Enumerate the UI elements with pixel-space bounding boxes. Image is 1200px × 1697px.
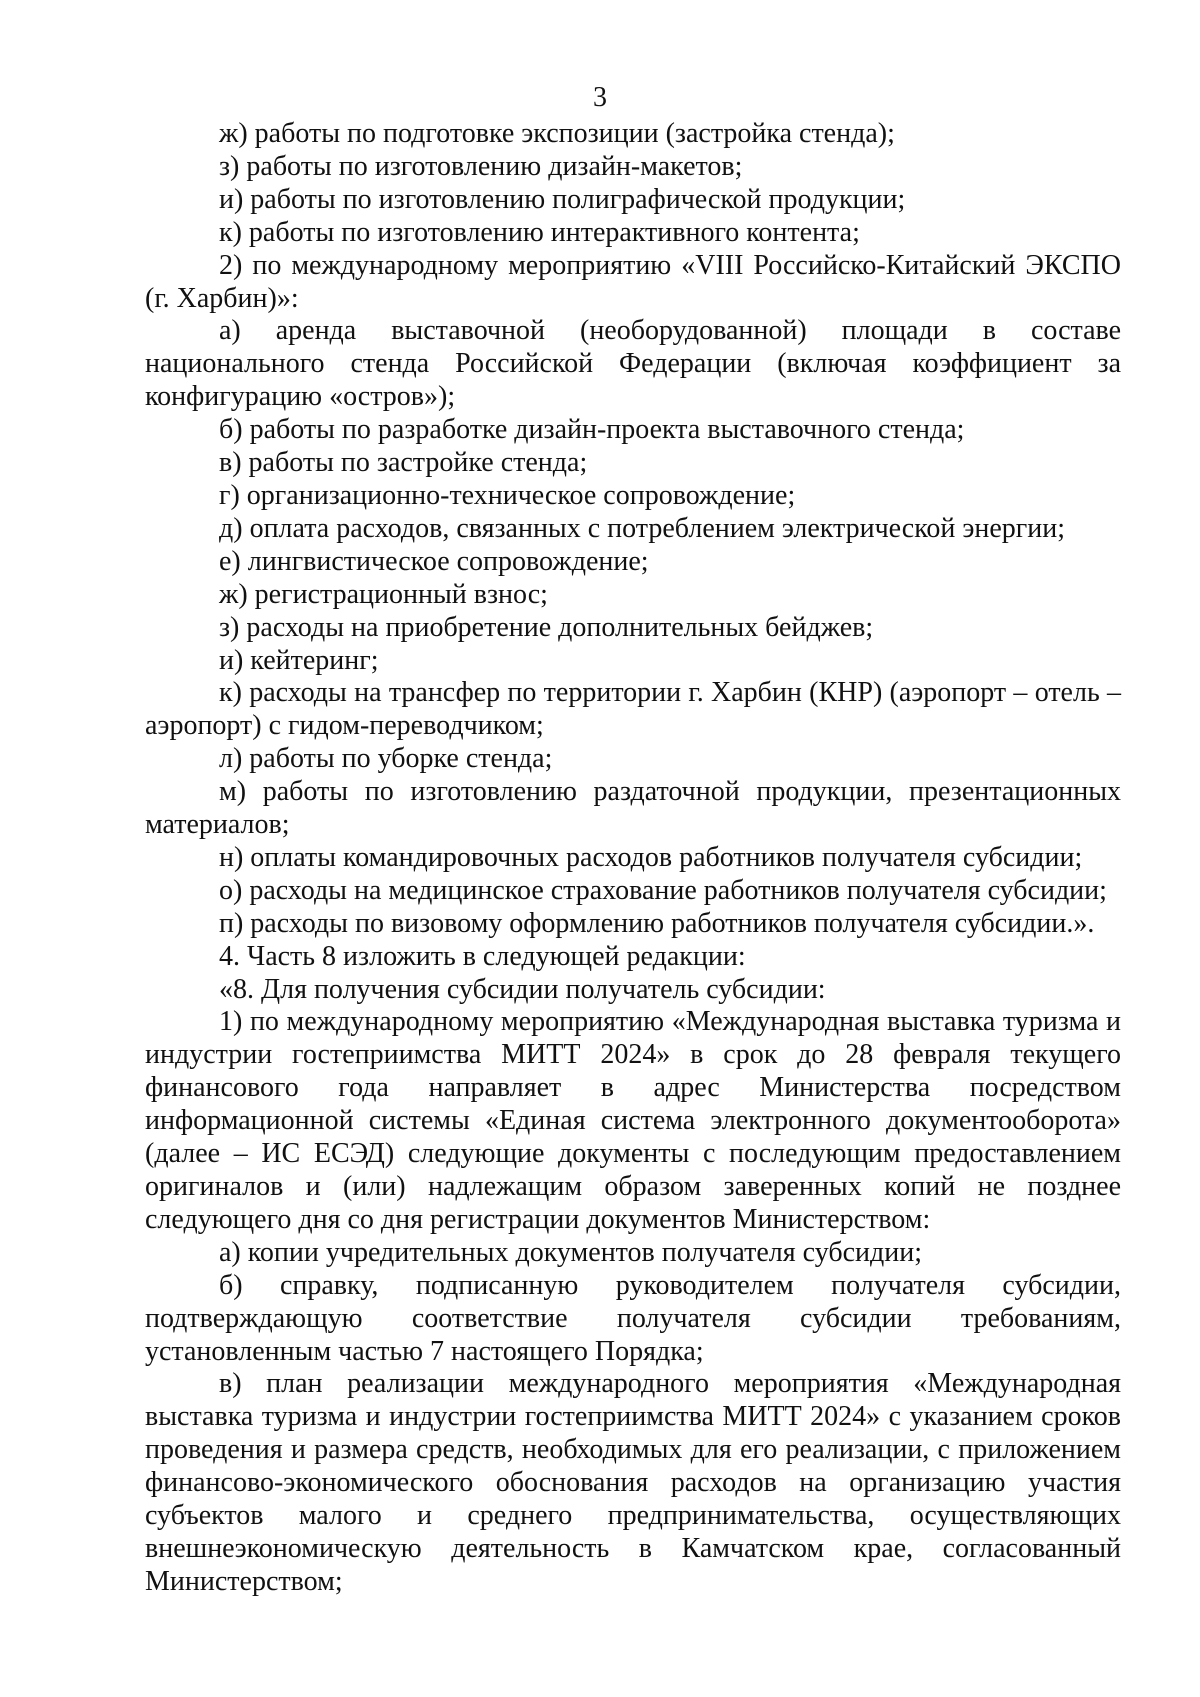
paragraph-item-i-2: и) кейтеринг; — [219, 644, 379, 676]
page-number: 3 — [593, 82, 607, 113]
paragraph-item-k-2: к) расходы на трансфер по территории г. Харбин (КНР) (аэропорт – отель – аэропорт) с гидом-переводчиком; — [145, 677, 1121, 742]
paragraph-item-n: н) оплаты командировочных расходов работников получателя субсидии; — [219, 841, 1083, 873]
paragraph-item-zh: ж) работы по подготовке экспозиции (застройка стенда); — [219, 118, 895, 149]
paragraph-item-i: и) работы по изготовлению полиграфической продукции; — [219, 183, 906, 215]
paragraph-item-v: в) работы по застройке стенда; — [219, 447, 588, 479]
paragraph-section-2: 2) по международному мероприятию «VIII Российско-Китайский ЭКСПО (г. Харбин)»: — [145, 249, 1121, 314]
paragraph-item-k: к) работы по изготовлению интерактивного контента; — [219, 216, 860, 248]
paragraph-part-8-item-a: а) копии учредительных документов получателя субсидии; — [219, 1236, 922, 1268]
paragraph-item-o: о) расходы на медицинское страхование работников получателя субсидии; — [219, 874, 1107, 906]
paragraph-part-8: «8. Для получения субсидии получатель субсидии: — [219, 973, 826, 1005]
paragraph-item-b: б) работы по разработке дизайн-проекта выставочного стенда; — [219, 414, 965, 446]
paragraph-item-l: л) работы по уборке стенда; — [219, 743, 553, 775]
paragraph-item-p: п) расходы по визовому оформлению работников получателя субсидии.». — [219, 907, 1095, 939]
paragraph-part-8-item-v: в) план реализации международного мероприятия «Международная выставка туризма и индустрии гостеприимства МИТТ 2024» с указанием сроков проведения и размера средств, необходимых для его реализации, с приложением финансово-экономического обоснования расходов на организацию участия субъектов малого и среднего предпринимательства, осуществляющих внешнеэкономическую деятельность в Камчатском крае, согласованный Министерством; — [145, 1368, 1121, 1597]
paragraph-item-m: м) работы по изготовлению раздаточной продукции, презентационных материалов; — [145, 776, 1121, 841]
paragraph-item-e: е) лингвистическое сопровождение; — [219, 545, 649, 577]
document-body — [145, 118, 1121, 1599]
paragraph-item-z: з) работы по изготовлению дизайн-макетов; — [219, 150, 743, 182]
paragraph-item-g: г) организационно-техническое сопровождение; — [219, 479, 796, 511]
paragraph-item-d: д) оплата расходов, связанных с потреблением электрической энергии; — [219, 512, 1066, 544]
paragraph-item-zh-2: ж) регистрационный взнос; — [219, 578, 548, 610]
paragraph-section-4: 4. Часть 8 изложить в следующей редакции: — [219, 940, 746, 972]
paragraph-item-a: а) аренда выставочной (необорудованной) площади в составе национального стенда Российской Федерации (включая коэффициент за конфигурацию «остров»); — [145, 315, 1121, 413]
paragraph-part-8-item-1: 1) по международному мероприятию «Международная выставка туризма и индустрии гостеприимства МИТТ 2024» в срок до 28 февраля текущего финансового года направляет в адрес Министерства посредством информационной системы «Единая система электронного документооборота» (далее – ИС ЕСЭД) следующие документы с последующим предоставлением оригиналов и (или) надлежащим образом заверенных копий не позднее следующего дня со дня регистрации документов Министерством: — [145, 1006, 1121, 1235]
paragraph-part-8-item-b: б) справку, подписанную руководителем получателя субсидии, подтверждающую соответствие получателя субсидии требованиям, установленным частью 7 настоящего Порядка; — [145, 1269, 1121, 1367]
paragraph-item-z-2: з) расходы на приобретение дополнительных бейджев; — [219, 611, 874, 643]
